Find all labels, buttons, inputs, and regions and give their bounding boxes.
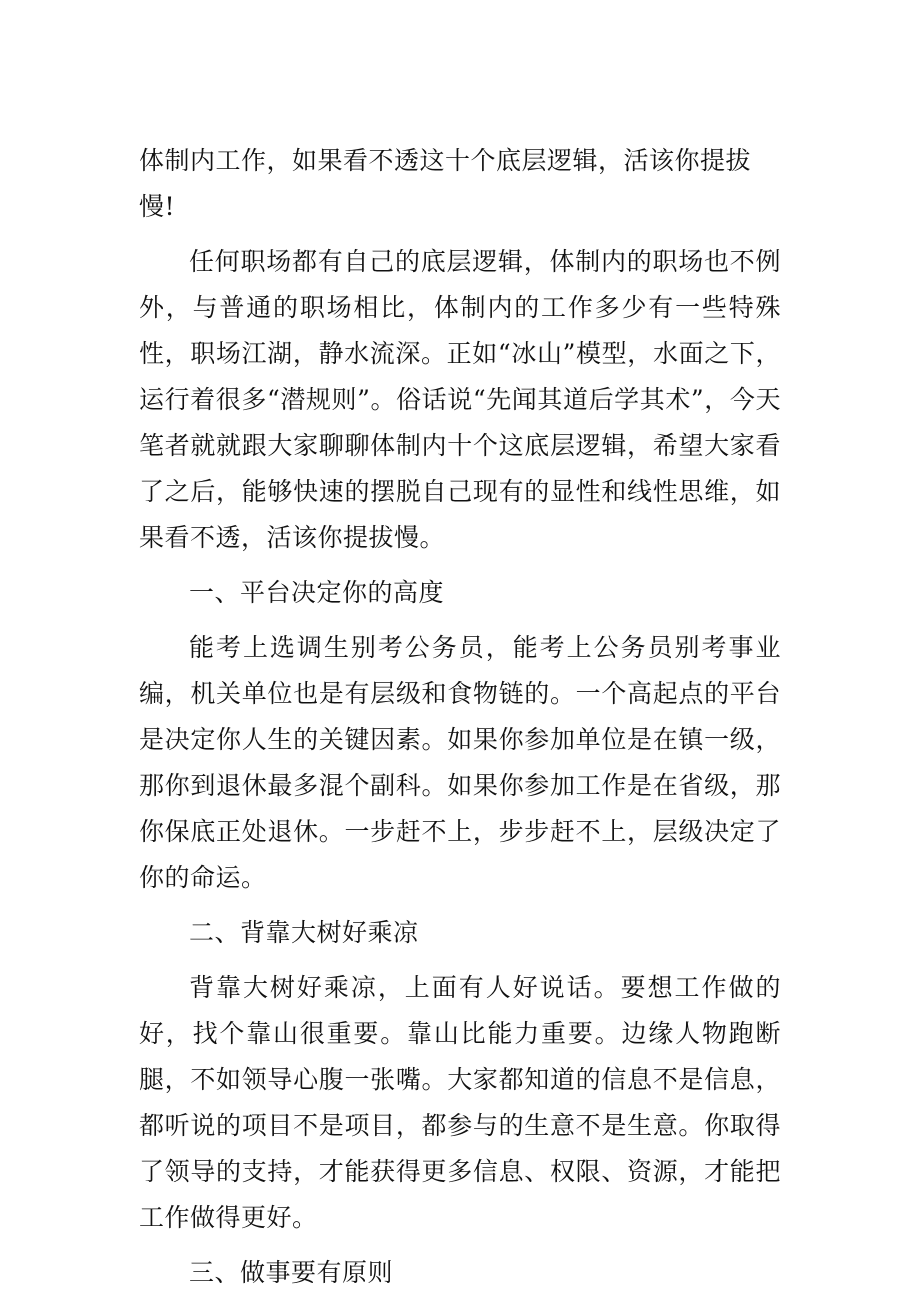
document-body (139, 138, 781, 1305)
section-2-paragraph: 背靠大树好乘凉，上面有人好说话。要想工作做的好，找个靠山很重要。靠山比能力重要。边缘人物跑断腿，不如领导心腹一张嘴。大家都知道的信息不是信息，都听说的项目不是项目，都参与的生意不是生意。你取得了领导的支持，才能获得更多信息、权限、资源，才能把工作做得更好。 (139, 973, 781, 1232)
section-3-heading: 三、做事要有原则 (189, 1258, 394, 1287)
document-title: 体制内工作，如果看不透这十个底层逻辑，活该你提拔慢! (139, 146, 752, 221)
section-1-paragraph: 能考上选调生别考公务员，能考上公务员别考事业编，机关单位也是有层级和食物链的。一个高起点的平台是决定你人生的关键因素。如果你参加单位是在镇一级，那你到退休最多混个副科。如果你参加工作是在省级，那你保底正处退休。一步赶不上，步步赶不上，层级决定了你的命运。 (139, 633, 781, 892)
section-2-heading: 二、背靠大树好乘凉 (189, 918, 419, 947)
intro-paragraph: 任何职场都有自己的底层逻辑，体制内的职场也不例外，与普通的职场相比，体制内的工作多少有一些特殊性，职场江湖，静水流深。正如“冰山”模型，水面之下，运行着很多“潜规则”。俗话说“先闻其道后学其术”，今天笔者就就跟大家聊聊体制内十个这底层逻辑，希望大家看了之后，能够快速的摆脱自己现有的显性和线性思维，如果看不透，活该你提拔慢。 (139, 247, 781, 552)
section-1-heading: 一、平台决定你的高度 (189, 578, 445, 607)
